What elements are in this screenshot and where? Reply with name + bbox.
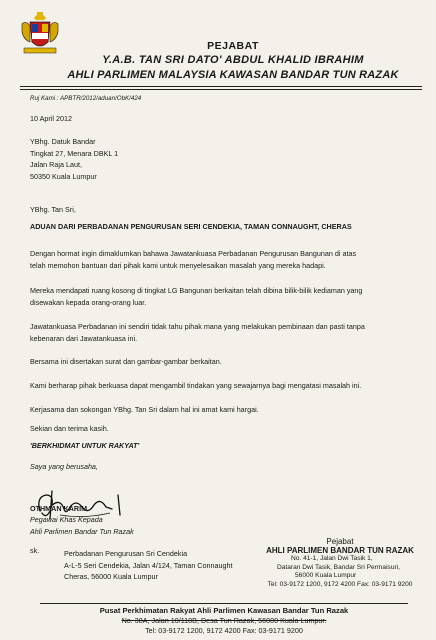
salutation: YBhg. Tan Sri, — [30, 205, 76, 214]
paragraph — [30, 356, 406, 368]
footer-rule — [40, 603, 408, 604]
signoff: Saya yang berusaha, — [30, 462, 98, 471]
constituency-title: AHLI PARLIMEN MALAYSIA KAWASAN BANDAR TUN RAZAK — [67, 69, 399, 81]
cc-line: Perbadanan Pengurusan Sri Cendekia — [64, 549, 188, 558]
paragraph — [30, 285, 406, 308]
signatory-name: OTHMAN KARIM — [30, 504, 88, 513]
footer-address: No. 38A, Jalan 10/118B, Desa Tun Razak, 56000 Kuala Lumpur. — [121, 616, 327, 625]
paragraph-line: Jawatankuasa Perbadanan ini sendiri tidak tahu pihak mana yang melakukan pembinaan dan pasti tanpa — [30, 322, 365, 331]
closing-line: Sekian dan terima kasih. — [30, 424, 109, 433]
reference-number: Ruj Kami : APBTR/2012/aduan/ObK/424 — [30, 95, 142, 102]
paragraph-line: kebenaran dari Jawatankuasa ini. — [30, 333, 138, 343]
paragraph — [30, 321, 406, 344]
mp-name: Y.A.B. TAN SRI DATO' ABDUL KHALID IBRAHIM — [102, 54, 364, 66]
paragraph-line: Kerjasama dan sokongan YBhg. Tan Sri dalam hal ini amat kami hargai. — [30, 405, 259, 414]
letter-date: 10 April 2012 — [30, 114, 72, 123]
paragraph-line: Bersama ini disertakan surat dan gambar-gambar berkaitan. — [30, 357, 222, 366]
cc-address — [64, 548, 232, 583]
recipient-address — [30, 136, 406, 182]
cc-line: A-L-5 Seri Cendekia, Jalan 4/124, Taman Connaught — [64, 560, 233, 570]
recipient-line: 50350 Kuala Lumpur — [30, 171, 97, 181]
footer-title: Pusat Perkhimatan Rakyat Ahli Parlimen Kawasan Bandar Tun Razak — [99, 606, 349, 615]
office-stamp — [255, 538, 425, 589]
paragraph — [30, 380, 406, 392]
footer-phone: Tel: 03-9172 1200, 9172 4200 Fax: 03-9171 9200 — [145, 626, 303, 635]
subject-line: ADUAN DARI PERBADANAN PENGURUSAN SERI CENDEKIA, TAMAN CONNAUGHT, CHERAS — [30, 222, 352, 231]
signatory-title: Ahli Parlimen Bandar Tun Razak — [30, 527, 134, 536]
signatory-title: Pegawai Khas Kepada — [30, 515, 103, 524]
paragraph-line: telah memohon bantuan dari pihak kami untuk menyelesaikan masalah yang mereka hadapi. — [30, 260, 326, 270]
recipient-line: YBhg. Datuk Bandar — [30, 137, 96, 146]
stamp-line: Dataran Dwi Tasik, Bandar Sri Permaisuri, — [277, 563, 401, 571]
paragraph-line: Kami berharap pihak berkuasa dapat mengambil tindakan yang sewajarnya bagi mengatasi masalah ini. — [30, 381, 362, 390]
stamp-line: 56000 Kuala Lumpur — [295, 572, 357, 579]
stamp-line: Tel: 03-9172 1200, 9172 4200 Fax: 03-9171 9200 — [267, 580, 413, 588]
cc-line: Cheras, 56000 Kuala Lumpur — [64, 572, 158, 581]
paragraph — [30, 248, 406, 271]
stamp-line: AHLI PARLIMEN BANDAR TUN RAZAK — [266, 545, 414, 555]
paragraph-line: disewakan kepada orang-orang luar. — [30, 297, 147, 307]
motto: 'BERKHIDMAT UNTUK RAKYAT' — [30, 441, 140, 450]
cc-label: sk. — [30, 546, 40, 555]
header-rule — [20, 86, 422, 87]
recipient-line: Tingkat 27, Menara DBKL 1 — [30, 148, 119, 158]
stamp-line: No. 41-1, Jalan Dwi Tasik 1, — [291, 555, 373, 562]
header-rule-thin — [20, 89, 422, 90]
paragraph — [30, 404, 406, 416]
footer — [40, 606, 408, 636]
paragraph-line: Mereka mendapati ruang kosong di tingkat LG Bangunan berkaitan telah dibina bilik-bilik kediaman yang — [30, 286, 363, 295]
stamp-line: Pejabat — [326, 537, 354, 546]
office-title: PEJABAT — [207, 40, 259, 52]
recipient-line: Jalan Raja Laut, — [30, 160, 82, 169]
paragraph-line: Dengan hormat ingin dimaklumkan bahawa Jawatankuasa Perbadanan Pengurusan Bangunan di atas — [30, 249, 357, 258]
